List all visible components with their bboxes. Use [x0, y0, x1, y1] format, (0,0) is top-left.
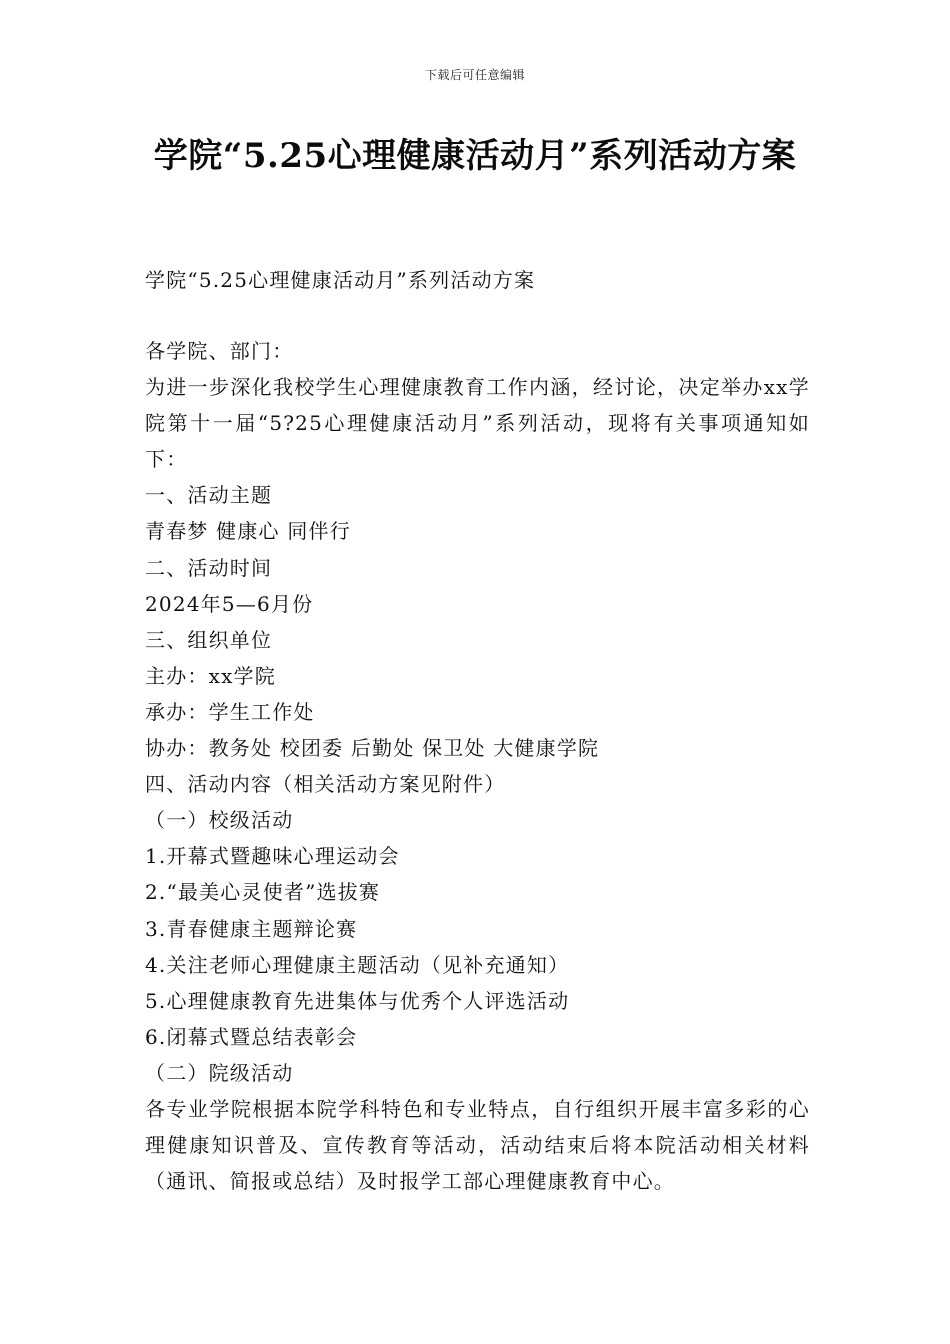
section-heading-content: 四、活动内容（相关活动方案见附件）	[145, 772, 506, 797]
time-text: 2024年5—6月份	[145, 591, 314, 616]
list-item: 6.闭幕式暨总结表彰会	[145, 1024, 358, 1049]
intro-paragraph: 为进一步深化我校学生心理健康教育工作内涵，经讨论，决定举办xx学院第十一届“5?25心理健康活动月”系列活动，现将有关事项通知如下：	[145, 375, 810, 472]
subsection-heading-school-level: （一）校级活动	[145, 808, 294, 833]
document-subtitle: 学院“5.25心理健康活动月”系列活动方案	[145, 268, 536, 292]
college-level-paragraph: 各专业学院根据本院学科特色和专业特点，自行组织开展丰富多彩的心理健康知识普及、宣传教育等活动，活动结束后将本院活动相关材料（通讯、简报或总结）及时报学工部心理健康教育中心。	[145, 1096, 810, 1194]
list-item: 3.青春健康主题辩论赛	[145, 916, 358, 941]
organization-assist: 协办：教务处 校团委 后勤处 保卫处 大健康学院	[145, 736, 600, 761]
document-body	[145, 333, 810, 1199]
header-note: 下载后可任意编辑	[424, 68, 525, 82]
list-item: 1.开幕式暨趣味心理运动会	[145, 844, 400, 869]
section-heading-organization: 三、组织单位	[145, 627, 273, 652]
salutation: 各学院、部门：	[145, 339, 294, 363]
theme-text: 青春梦 健康心 同伴行	[145, 519, 351, 544]
document-title: 学院“5.25心理健康活动月”系列活动方案	[153, 136, 797, 176]
organization-host: 主办：xx学院	[145, 663, 276, 688]
section-heading-theme: 一、活动主题	[145, 483, 273, 508]
subsection-heading-college-level: （二）院级活动	[145, 1060, 294, 1085]
list-item: 5.心理健康教育先进集体与优秀个人评选活动	[145, 988, 570, 1013]
list-item: 2.“最美心灵使者”选拔赛	[145, 880, 381, 905]
section-heading-time: 二、活动时间	[145, 555, 273, 580]
list-item: 4.关注老师心理健康主题活动（见补充通知）	[145, 952, 570, 977]
organization-organizer: 承办：学生工作处	[145, 699, 315, 724]
